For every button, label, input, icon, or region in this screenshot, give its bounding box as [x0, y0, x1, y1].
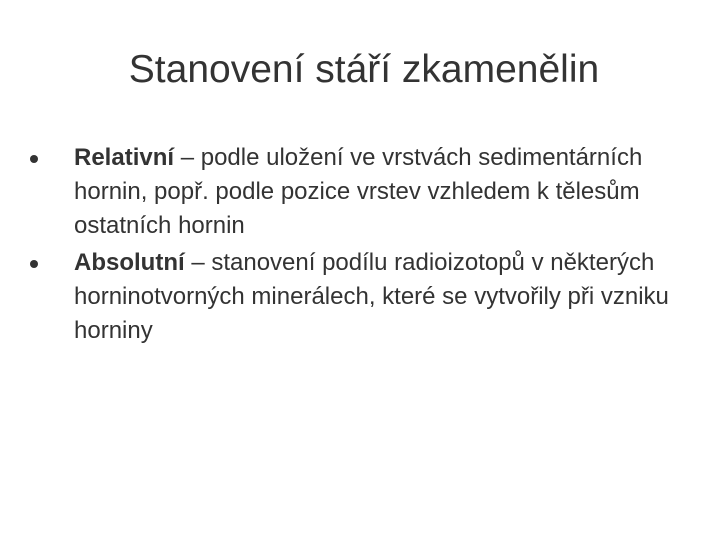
bullet-dot-icon [30, 155, 38, 163]
slide-title: Stanovení stáří zkamenělin [128, 48, 600, 91]
bullet-term: Relativní [74, 144, 175, 171]
bullet-term: Absolutní [74, 249, 185, 276]
bullet-text: – podle uložení ve vrstvách sedimentárních hornin, popř. podle pozice vrstev vzhledem k tělesům ostatních hornin [74, 144, 643, 239]
bullet-dot-icon [30, 260, 38, 268]
bullet-text: – stanovení podílu radioizotopů v některých horninotvorných minerálech, které se vytvořily při vzniku horniny [74, 249, 669, 344]
bullet-item-absolute [30, 246, 720, 348]
bullet-item-relative [30, 141, 720, 243]
bullet-list [30, 141, 720, 351]
